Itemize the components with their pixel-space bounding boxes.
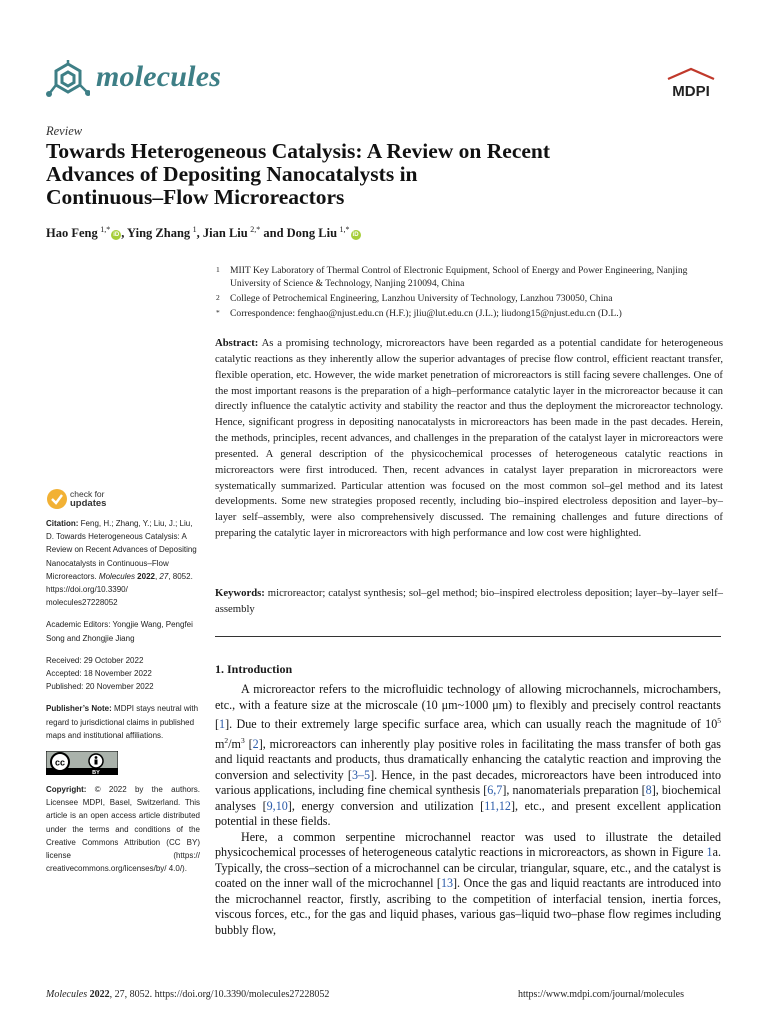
- affiliations: [216, 264, 724, 322]
- keywords: [215, 586, 723, 617]
- text-run: ], nanomaterials preparation [: [502, 783, 646, 798]
- text-run: ], microreactors can inherently play positive roles in facilitating the mass transfer of both gas and liquid reactants and products, thus dramatically enhancing the catalytic reaction and improving the conversion and selectivity [: [215, 736, 721, 782]
- received-date: Received: 29 October 2022: [46, 655, 144, 665]
- published-date: Published: 20 November 2022: [46, 682, 154, 692]
- check-for-updates-icon[interactable]: [46, 488, 68, 510]
- citation-link[interactable]: 1: [706, 845, 713, 860]
- title-line: Continuous–Flow Microreactors: [46, 185, 345, 209]
- text-run: ], biochemical analyses [: [215, 783, 721, 813]
- text-run: ], energy conversion and utilization [: [287, 798, 485, 813]
- citation-link[interactable]: 9,10: [266, 798, 288, 813]
- author-name[interactable]: Dong Liu: [286, 226, 338, 241]
- svg-text:BY: BY: [92, 770, 100, 776]
- article-title: [46, 140, 726, 209]
- text-run: ]. Hence, in the past decades, microreactors have been introduced into various applications, including fine chemical synthesis [: [215, 767, 721, 798]
- text-run: ], etc., and present excellent application potential in these fields.: [215, 798, 721, 829]
- footer-journal-url[interactable]: https://www.mdpi.com/journal/molecules: [518, 989, 684, 1000]
- molecules-logo-icon: [46, 60, 90, 100]
- abstract-label: Abstract:: [215, 337, 259, 349]
- citation-link[interactable]: 2: [252, 736, 259, 751]
- paragraph: [215, 682, 721, 830]
- author-name[interactable]: Hao Feng: [46, 226, 98, 241]
- text-run: ]. Once the gas and liquid reactants are introduced into the microchannel reactor, firstly, ascribing to the competition of interfacial tension, inertia forces, viscous forces, etc., for the gas and liquid phases, various gas–liquid two–phase flow regimes including bubbly flow,: [215, 876, 721, 937]
- cc-by-license-icon[interactable]: [46, 751, 118, 775]
- check-for-updates-badge[interactable]: check for updates: [70, 489, 107, 509]
- affiliation-item: 1 MIIT Key Laboratory of Thermal Control of Electronic Equipment, School of Energy and Power Engineering, Nanjing University of Science & Technology, Nanjing 210094, China: [216, 265, 688, 289]
- svg-text:cc: cc: [54, 757, 66, 768]
- author-list: Hao Feng $^{1,*}$iD , Ying Zhang $^1$, Jian Liu $^{2,*}$ and Dong Liu $^{1,*}$iD: [46, 225, 359, 241]
- citation-link[interactable]: 8: [645, 783, 652, 798]
- correspondence: * Correspondence: fenghao@njust.edu.cn (H.F.); jliu@lut.edu.cn (J.L.); liudong15@njust.edu.cn (D.L.): [216, 308, 622, 319]
- text-run: A microreactor refers to the microfluidic technology of allowing microchannels, microchambers, etc., with a feature size at the microscale (10 μm~1000 μm) to flexibly and precisely control reactants [: [215, 682, 721, 732]
- footer-citation: Molecules 2022, 27, 8052. https://doi.org/10.3390/molecules27228052: [46, 989, 330, 1000]
- author-affiliation-mark: 1: [192, 225, 197, 234]
- affiliation-item: 2 College of Petrochemical Engineering, Lanzhou University of Technology, Lanzhou 730050, China: [216, 293, 613, 304]
- citation-link[interactable]: 11,12: [484, 798, 511, 813]
- superscript: 3: [240, 735, 245, 745]
- title-line: Towards Heterogeneous Catalysis: A Review on Recent: [46, 139, 551, 163]
- author-name[interactable]: Jian Liu: [202, 226, 248, 241]
- section-heading: 1. Introduction: [215, 662, 293, 676]
- text-run: a. Typically, the cross–section of a microchannel can be circular, triangular, square, etc., and the catalyst is coated on the inner wall of the microchannel [: [215, 845, 721, 891]
- citation-link[interactable]: 1: [219, 717, 226, 732]
- abstract-text: As a promising technology, microreactors have been regarded as a potential candidate for heterogeneous catalytic reactions as they inherently allow the superior advantages of precise flow control, efficient reactant transfer, flexible operation, etc. However, the wide market penetration of microreactors is still facing severe challenges. One of the most important reasons is the preparation of a high–performance catalytic layer in the microreactor because it can directly influence the catalytic activity and stability the reactor and thus the deployment the microreactor technology. Hence, significant progress in depositing nanocatalysts in microreactors has been made in the past decades. Herein, the methods, principles, recent advances, and challenges in the preparation of the catalyst layer in microreactors were presented. A general description of the physicochemical processes of heterogeneous catalytic reactions in microreactors were first introduced. Then, recent advances in catalyst layer preparation in microreactors were systematically summarized. Particular attention was focused on the most common sol–gel method and its latest developments. Some new strategies proposed recently, including bio–inspired electroless deposition and layer–by–layer self–assembly, were also comprehensively discussed. The remaining challenges and future directions of preparing the catalytic layer in microreactors with high performance and low cost were highlighted.: [215, 337, 723, 540]
- orcid-icon[interactable]: iD: [113, 232, 120, 239]
- orcid-icon[interactable]: iD: [352, 232, 359, 239]
- citation-link[interactable]: 6,7: [487, 783, 503, 798]
- mdpi-logo-icon: [664, 67, 718, 101]
- publisher-note: Publisher’s Note: MDPI stays neutral with regard to jurisdictional claims in published maps and institutional affiliations.: [46, 704, 199, 740]
- text-run: m: [215, 736, 225, 751]
- text-run: ]. Due to their extremely large specific surface area, which can usually reach the magnitude of 10: [225, 717, 718, 732]
- author-affiliation-mark: 2,*: [250, 225, 261, 234]
- paragraph: [215, 830, 721, 939]
- accepted-date: Accepted: 18 November 2022: [46, 669, 152, 679]
- text-run: [: [244, 736, 253, 751]
- citation-link[interactable]: 13: [440, 876, 454, 891]
- copyright: Copyright: © 2022 by the authors. Licensee MDPI, Basel, Switzerland. This article is an open access article distributed under the terms and conditions of the Creative Commons Attribution (CC BY) license (https:// creativecommons.org/licenses/by/ 4.0/).: [46, 785, 200, 874]
- keywords-label: Keywords:: [215, 587, 265, 599]
- abstract: [215, 336, 723, 542]
- citation-link[interactable]: 3–5: [351, 767, 371, 782]
- text-run: Here, a common serpentine microchannel reactor was used to illustrate the detailed physicochemical processes of heterogeneous catalytic reactions in microreactors, as shown in Figure: [215, 829, 721, 860]
- title-line: Advances of Depositing Nanocatalysts in: [46, 162, 418, 186]
- journal-name: molecules: [96, 60, 222, 93]
- author-affiliation-mark: 1,*: [339, 225, 350, 234]
- citation: Citation: Feng, H.; Zhang, Y.; Liu, J.; Liu, D. Towards Heterogeneous Catalysis: A Review on Recent Advances of Depositing Nanocatalysts in Continuous–Flow Microreactors. Molecules 2022, 27, 8052. https://doi.org/10.3390/ molecules27228052: [46, 519, 197, 608]
- dates: [46, 654, 200, 694]
- article-sidebar: [46, 517, 200, 884]
- superscript: 5: [717, 716, 721, 725]
- author-name[interactable]: Ying Zhang: [127, 226, 191, 241]
- article-type: Review: [46, 124, 83, 138]
- publisher-name: MDPI: [672, 83, 710, 100]
- keywords-text: microreactor; catalyst synthesis; sol–gel method; bio–inspired electroless deposition; layer–by–layer self–assembly: [215, 587, 724, 615]
- academic-editors: Academic Editors: Yongjie Wang, Pengfei Song and Zhongjie Jiang: [46, 620, 193, 643]
- section-divider: [215, 636, 721, 637]
- author-affiliation-mark: 1,*: [100, 225, 111, 234]
- text-run: /m: [228, 736, 241, 751]
- superscript: 2: [224, 735, 229, 745]
- body-text: [215, 682, 721, 938]
